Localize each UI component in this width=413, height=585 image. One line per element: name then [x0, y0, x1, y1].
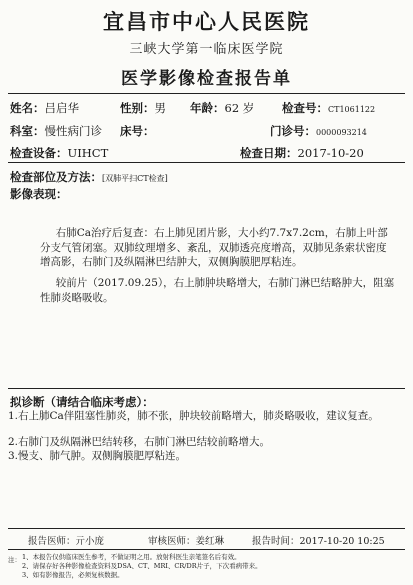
report-time-label: 报告时间： [252, 536, 300, 547]
reviewer-field [148, 533, 224, 547]
name-label: 姓名： [10, 101, 45, 115]
findings-paragraph-1: 右肺Ca治疗后复查：右上肺见团片影，大小约7.7x7.2cm，右肺上叶部分支气管闭塞。双肺纹理增多、紊乱，双肺透亮度增高，双肺见条索状密度增高影，右肺门及纵隔淋巴结肿大，双侧胸膜肥厚粘连。 [40, 227, 388, 268]
clinic-no-label: 门诊号： [270, 124, 316, 138]
patient-name: 吕启华 [44, 101, 79, 115]
diagnosis-item: 1.右上肺Ca伴阻塞性肺炎，肺不张，肿块较前略增大，肺炎略吸收，建议复查。 [8, 410, 379, 422]
divider-notes [8, 549, 405, 550]
patient-age-field [190, 100, 254, 116]
device-field [10, 145, 108, 161]
findings-label: 影像表现： [10, 187, 68, 201]
diagnosis-label: 拟诊断（请结合临床考虑）： [10, 395, 154, 409]
exam-date-field [240, 145, 364, 161]
patient-sex: 男 [154, 101, 166, 115]
exam-site-field [10, 169, 168, 185]
exam-site: [双肺平扫CT检查] [102, 174, 168, 183]
clinic-no-field [270, 123, 367, 139]
device: UIHCT [67, 146, 109, 160]
findings-paragraph-2: 较前片（2017.09.25），右上肺肿块略增大，右肺门淋巴结略肿大，阻塞性肺炎略吸收。 [40, 277, 395, 304]
exam-date: 2017-10-20 [297, 146, 364, 160]
patient-age: 62 岁 [224, 101, 255, 115]
dept: 慢性病门诊 [44, 124, 102, 138]
note-line: 1、本报告仅供临床医生参考，不做证明之用。放射科医生亲笔签名后有效。 [22, 553, 241, 561]
reporter-name: 亓小庞 [75, 536, 105, 547]
hospital-name: 宜昌市中心人民医院 [103, 9, 310, 34]
divider-findings [8, 388, 405, 389]
diagnosis-item: 3.慢支、肺气肿。双侧胸膜肥厚粘连。 [8, 450, 187, 462]
exam-no-label: 检查号： [282, 101, 328, 115]
notes-label: 注： [8, 556, 21, 564]
report-time-field [252, 533, 385, 547]
note-line: 3、如有影像报告，必须复核数据。 [22, 571, 124, 579]
reporter-field [28, 533, 104, 547]
report-title: 医学影像检查报告单 [121, 69, 292, 89]
report-time: 2017-10-20 10:25 [299, 536, 385, 547]
patient-name-field [10, 100, 79, 116]
diagnosis-item: 2.右肺门及纵隔淋巴结转移，右肺门淋巴结较前略增大。 [8, 436, 271, 448]
age-label: 年龄： [190, 101, 225, 115]
bed-label: 床号： [120, 124, 155, 138]
hospital-subtitle: 三峡大学第一临床医学院 [129, 42, 284, 57]
exam-no-field [282, 100, 375, 116]
divider-footer [8, 528, 405, 529]
exam-no: CT1061122 [328, 105, 376, 114]
patient-sex-field [120, 100, 166, 116]
note-line: 2、请保存好各种影像检查资料及DSA、CT、MRI、CR/DR片子，下次看病带来。 [22, 562, 262, 570]
reporter-label: 报告医师： [28, 536, 76, 547]
divider-patient [8, 162, 405, 163]
clinic-no: 0000093214 [316, 128, 367, 137]
device-label: 检查设备： [10, 146, 68, 160]
reviewer-label: 审核医师： [148, 536, 196, 547]
dept-label: 科室： [10, 124, 45, 138]
dept-field [10, 123, 102, 139]
exam-site-label: 检查部位及方法： [10, 170, 102, 184]
divider-top [8, 93, 405, 94]
exam-date-label: 检查日期： [240, 146, 298, 160]
reviewer-signature: 姜红琳 [195, 536, 225, 547]
sex-label: 性别： [120, 101, 155, 115]
bed-field [120, 123, 155, 139]
